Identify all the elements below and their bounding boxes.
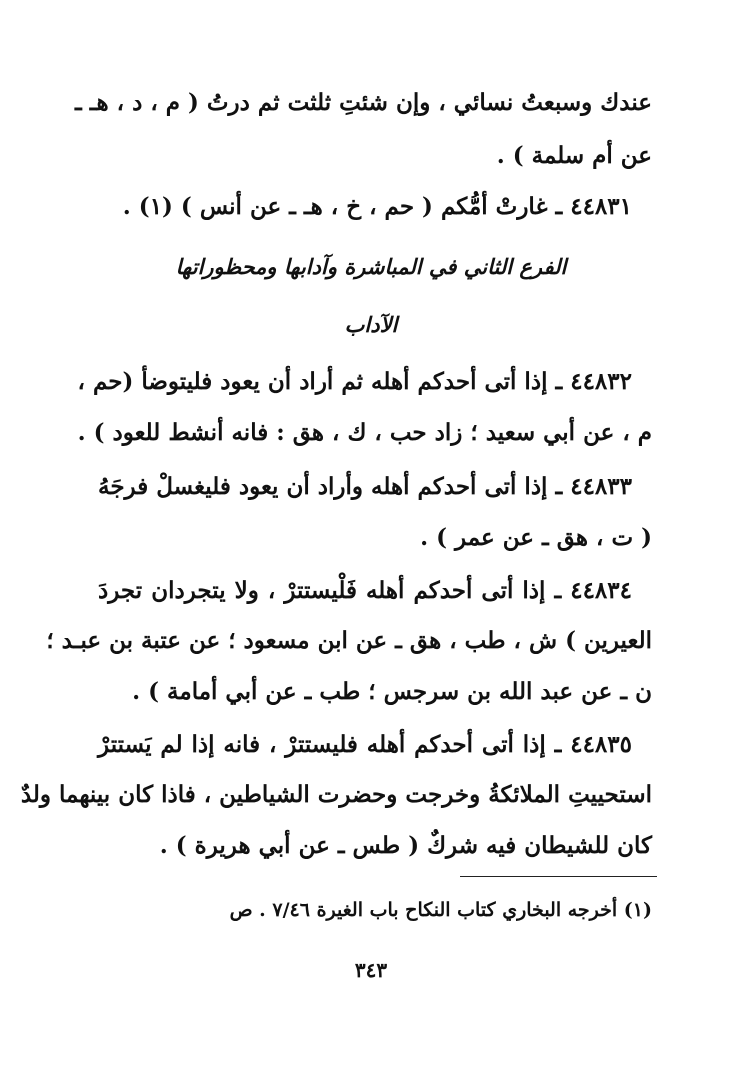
page-number: ٣٤٣ <box>354 958 388 982</box>
hadith-44835-line-2: استحييتِ الملائكةُ وخرجت وحضرت الشياطين ، فاذا كان بينهما ولدٌ <box>20 781 652 808</box>
hadith-44833-line-2: ( ت ، هق ـ عن عمر ) . <box>420 524 652 551</box>
hadith-44831: ٤٤٨٣١ ـ غارتْ أمُّكم ( حم ، خ ، هـ ـ عن أنس ) (١) . <box>122 193 632 220</box>
hadith-44835-line-1: ٤٤٨٣٥ ـ إذا أتى أحدكم أهله فليستترْ ، فانه إذا لم يَستترْ <box>98 731 632 758</box>
footnote: (١) أخرجه البخاري كتاب النكاح باب الغيرة ٧/٤٦ . ص <box>229 899 652 921</box>
hadith-44834-line-3: ن ـ عن عبد الله بن سرجس ؛ طب ـ عن أبي أمامة ) . <box>132 678 652 705</box>
hadith-44834-line-1: ٤٤٨٣٤ ـ إذا أتى أحدكم أهله فَلْيستترْ ، ولا يتجردان تجردَ <box>98 577 632 604</box>
hadith-44832-line-2: م ، عن أبي سعيد ؛ زاد حب ، ك ، هق : فانه أنشط للعود ) . <box>77 419 652 446</box>
footnote-separator <box>460 876 657 877</box>
section-heading: الفرع الثاني في المباشرة وآدابها ومحظوراتها <box>175 254 567 279</box>
section-subheading: الآداب <box>344 312 398 337</box>
hadith-44833-line-1: ٤٤٨٣٣ ـ إذا أتى أحدكم أهله وأراد أن يعود فليغسلْ فرجَهُ <box>98 473 632 500</box>
text-line-1: عندك وسبعتُ نسائي ، وإن شئتِ ثلثت ثم درتُ ( م ، د ، هـ ـ <box>75 89 652 116</box>
hadith-44832-line-1: ٤٤٨٣٢ ـ إذا أتى أحدكم أهله ثم أراد أن يعود فليتوضأ (حم ، <box>77 368 632 395</box>
hadith-44834-line-2: العيرين ) ش ، طب ، هق ـ عن ابن مسعود ؛ عن عتبة بن عبـد ؛ <box>46 627 652 654</box>
text-line-2: عن أم سلمة ) . <box>496 142 652 169</box>
hadith-44835-line-3: كان للشيطان فيه شركٌ ( طس ـ عن أبي هريرة ) . <box>159 832 652 859</box>
